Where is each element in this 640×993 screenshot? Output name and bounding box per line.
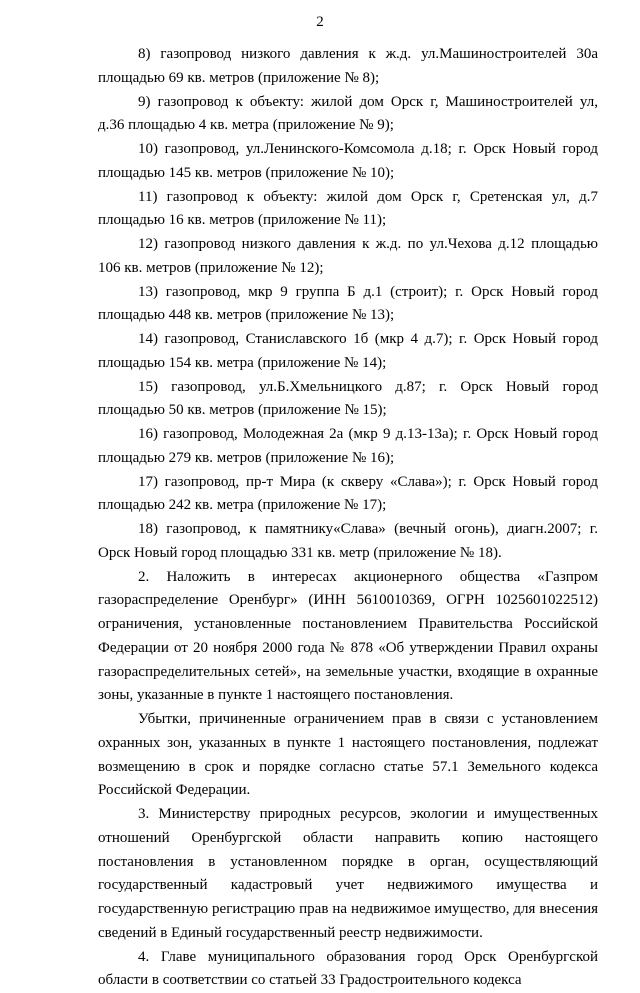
document-body [98, 43, 598, 993]
paragraph-item-10: 10) газопровод, ул.Ленинского-Комсомола д.18; г. Орск Новый город площадью 145 кв. метров (приложение № 10); [98, 138, 598, 186]
paragraph-item-12: 12) газопровод низкого давления к ж.д. по ул.Чехова д.12 площадью 106 кв. метров (приложение № 12); [98, 233, 598, 281]
paragraph-item-16: 16) газопровод, Молодежная 2а (мкр 9 д.13-13а); г. Орск Новый город площадью 279 кв. метров (приложение № 16); [98, 423, 598, 471]
paragraph-clause-4: 4. Главе муниципального образования город Орск Оренбургской области в соответствии со статьей 33 Градостроительного кодекса [98, 946, 598, 993]
paragraph-item-11: 11) газопровод к объекту: жилой дом Орск г, Сретенская ул, д.7 площадью 16 кв. метров (приложение № 11); [98, 186, 598, 234]
paragraph-losses: Убытки, причиненные ограничением прав в связи с установлением охранных зон, указанных в пункте 1 настоящего постановления, подлежат возмещению в срок и порядке согласно статье 57.1 Земельного кодекса Российской Федерации. [98, 708, 598, 803]
paragraph-clause-2: 2. Наложить в интересах акционерного общества «Газпром газораспределение Оренбург» (ИНН 5610010369, ОГРН 1025601022512) ограничения, установленные постановлением Правительства Российской Федерации от 20 ноября 2000 года № 878 «Об утверждении Правил охраны газораспределительных сетей», на земельные участки, входящие в охранные зоны, указанные в пункте 1 настоящего постановления. [98, 566, 598, 709]
paragraph-item-18: 18) газопровод, к памятнику«Слава» (вечный огонь), диагн.2007; г. Орск Новый город площадью 331 кв. метр (приложение № 18). [98, 518, 598, 566]
paragraph-item-14: 14) газопровод, Станиславского 1б (мкр 4 д.7); г. Орск Новый город площадью 154 кв. метра (приложение № 14); [98, 328, 598, 376]
paragraph-item-13: 13) газопровод, мкр 9 группа Б д.1 (строит); г. Орск Новый город площадью 448 кв. метров (приложение № 13); [98, 281, 598, 329]
paragraph-item-17: 17) газопровод, пр-т Мира (к скверу «Слава»); г. Орск Новый город площадью 242 кв. метра (приложение № 17); [98, 471, 598, 519]
paragraph-item-8: 8) газопровод низкого давления к ж.д. ул.Машиностроителей 30а площадью 69 кв. метров (приложение № 8); [98, 43, 598, 91]
paragraph-item-15: 15) газопровод, ул.Б.Хмельницкого д.87; г. Орск Новый город площадью 50 кв. метров (приложение № 15); [98, 376, 598, 424]
paragraph-clause-3: 3. Министерству природных ресурсов, экологии и имущественных отношений Оренбургской области направить копию настоящего постановления в установленном порядке в орган, осуществляющий государственный кадастровый учет недвижимого имущества и государственную регистрацию прав на недвижимое имущество, для внесения сведений в Единый государственный реестр недвижимости. [98, 803, 598, 946]
page-number: 2 [0, 13, 640, 31]
paragraph-item-9: 9) газопровод к объекту: жилой дом Орск г, Машиностроителей ул, д.36 площадью 4 кв. метра (приложение № 9); [98, 91, 598, 139]
